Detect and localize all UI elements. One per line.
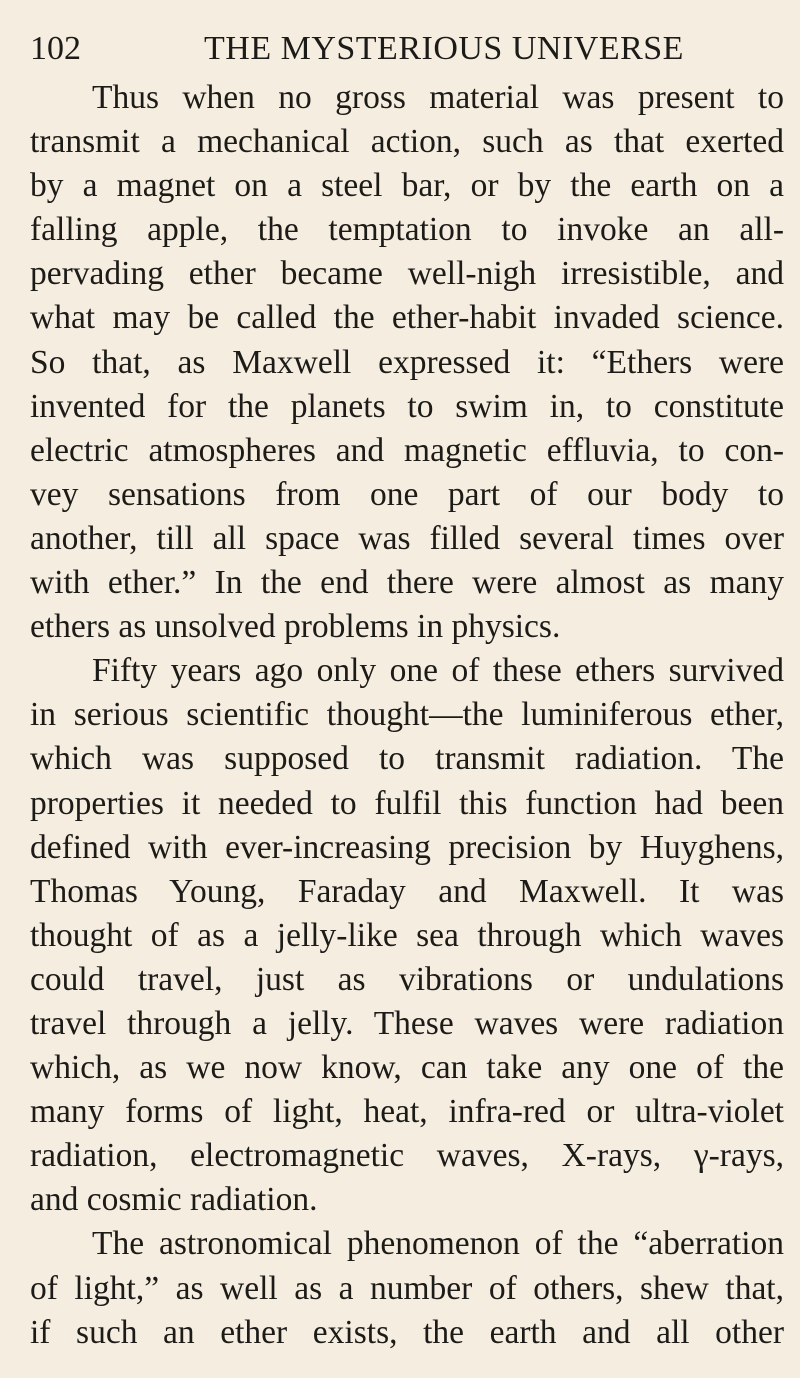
text-line: what may be called the ether-habit invaded science. xyxy=(30,299,784,337)
text-line: The astronomical phenomenon of the “aberration xyxy=(92,1225,784,1263)
text-line: which, as we now know, can take any one of the xyxy=(30,1049,784,1087)
text-line: ethers as unsolved problems in physics. xyxy=(30,608,561,646)
text-line: with ether.” In the end there were almost as many xyxy=(30,564,784,602)
text-line: So that, as Maxwell expressed it: “Ethers were xyxy=(30,343,784,381)
text-line: travel through a jelly. These waves were radiation xyxy=(30,1004,784,1042)
text-line: electric atmospheres and magnetic effluvia, to con- xyxy=(30,431,784,469)
text-line: Thomas Young, Faraday and Maxwell. It was xyxy=(30,872,784,910)
text-line: in serious scientific thought—the luminiferous ether, xyxy=(30,696,784,734)
text-line: radiation, electromagnetic waves, X-rays, γ-rays, xyxy=(30,1137,784,1175)
text-line: defined with ever-increasing precision by Huyghens, xyxy=(30,828,784,866)
page-number: 102 xyxy=(30,30,81,67)
text-line: vey sensations from one part of our body to xyxy=(30,475,784,513)
text-line: properties it needed to fulfil this function had been xyxy=(30,784,784,822)
text-line: thought of as a jelly-like sea through which waves xyxy=(30,916,784,954)
body-text xyxy=(30,76,784,1355)
text-line: pervading ether became well-nigh irresistible, and xyxy=(30,255,784,293)
text-line: could travel, just as vibrations or undulations xyxy=(30,960,784,998)
text-line: Fifty years ago only one of these ethers survived xyxy=(92,652,784,690)
text-line: transmit a mechanical action, such as that exerted xyxy=(30,123,784,161)
page-header xyxy=(30,26,776,72)
text-line: Thus when no gross material was present to xyxy=(92,79,784,116)
text-line: and cosmic radiation. xyxy=(30,1181,318,1219)
text-line: of light,” as well as a number of others, shew that, xyxy=(30,1269,784,1307)
text-line: another, till all space was filled several times over xyxy=(30,519,784,557)
text-line: falling apple, the temptation to invoke an all- xyxy=(30,211,784,249)
running-title: THE MYSTERIOUS UNIVERSE xyxy=(204,30,684,67)
text-line: if such an ether exists, the earth and all other xyxy=(30,1313,784,1351)
text-line: many forms of light, heat, infra-red or ultra-violet xyxy=(30,1093,784,1131)
text-line: invented for the planets to swim in, to constitute xyxy=(30,387,784,425)
text-line: by a magnet on a steel bar, or by the earth on a xyxy=(30,167,784,205)
text-line: which was supposed to transmit radiation. The xyxy=(30,740,784,778)
